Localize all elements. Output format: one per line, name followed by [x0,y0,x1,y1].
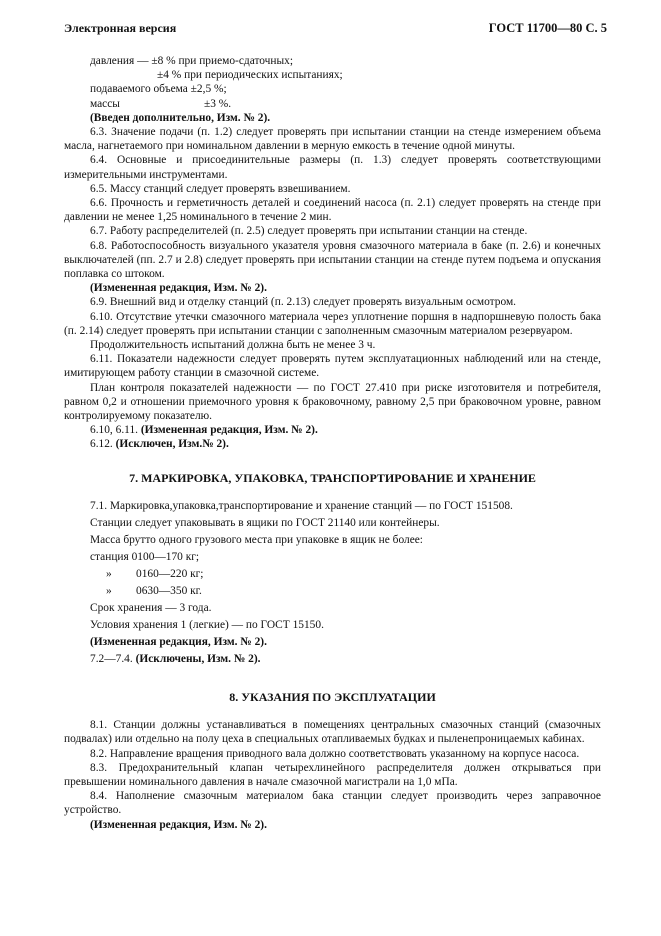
paragraph: ±4 % при периодических испытаниях; [157,69,343,82]
clause-6-4: 6.4. Основные и присоединительные размеры (п. 1.3) следует проверять соответствующими измерительными инструментами. [64,154,601,181]
edition-label: Электронная версия [64,21,177,35]
document-body [64,54,601,832]
mass-tolerance-row [64,97,601,111]
list-value: 0160—220 кг; [136,567,204,580]
amendment-note [64,437,601,451]
paragraph: подаваемого объема ±2,5 %; [90,83,227,96]
section-7-heading: 7. МАРКИРОВКА, УПАКОВКА, ТРАНСПОРТИРОВАНИЕ И ХРАНЕНИЕ [129,470,536,485]
amendment-note: (Введен дополнительно, Изм. № 2). [90,111,271,124]
clause-6-5: 6.5. Массу станций следует проверять взвешиванием. [90,182,351,195]
amendment-note: (Измененная редакция, Изм. № 2). [90,635,267,648]
clause-6-8: 6.8. Работоспособность визуального указателя уровня смазочного материала в баке (п. 2.6) и конечных выключателей (пп. 2.7 и 2.8) следует проверять при испытании станции на стенде путем подъема и опускания поплавка со штоком. [64,239,601,281]
amendment-text: (Исключены, Изм. № 2). [135,652,261,665]
paragraph: Условия хранения 1 (легкие) — по ГОСТ 15150. [90,618,324,631]
amendment-note [64,651,601,668]
page-header [64,21,607,37]
list-item [64,566,601,583]
list-item [64,583,601,600]
ditto-mark: » [106,584,112,597]
amendment-note [64,423,601,437]
clause-6-3: 6.3. Значение подачи (п. 1.2) следует проверять при испытании станции на стенде измерением объема масла, нагнетаемого при номинальном давлении в мерную емкость в течение одной минуты. [64,126,601,153]
clause-8-2: 8.2. Направление вращения приводного вала должно соответствовать указанному на корпусе насоса. [90,747,580,760]
clause-numbers: 6.10, 6.11. [90,424,138,437]
paragraph: Продолжительность испытаний должна быть не менее 3 ч. [90,339,376,352]
clause-8-3: 8.3. Предохранительный клапан четырехлинейного распределителя должен открываться при превышении номинального давления в начале смазочной магистрали на 1,0 мПа. [64,761,601,788]
paragraph: Станции следует упаковывать в ящики по ГОСТ 21140 или контейнеры. [90,516,440,529]
clause-8-4: 8.4. Наполнение смазочным материалом бака станции следует производить через заправочное устройство. [64,790,601,817]
clause-6-6: 6.6. Прочность и герметичность деталей и соединений насоса (п. 2.1) следует проверять на стенде при давлении не менее 1,25 номинального в течение 2 мин. [64,197,601,224]
paragraph: Срок хранения — 3 года. [90,601,212,614]
mass-value: ±3 %. [204,97,232,110]
section-8-heading: 8. УКАЗАНИЯ ПО ЭКСПЛУАТАЦИИ [229,689,436,704]
paragraph: станция 0100—170 кг; [90,550,200,563]
clause-6-7: 6.7. Работу распределителей (п. 2.5) следует проверять при испытании станции на стенде. [90,225,528,238]
clause-6-11: 6.11. Показатели надежности следует проверять путем эксплуатационных наблюдений или на стенде, имитирующем работу станции в смазочной системе. [64,353,601,380]
paragraph: Масса брутто одного грузового места при упаковке в ящик не более: [90,533,423,546]
list-value: 0630—350 кг. [136,584,202,597]
clause-numbers: 6.12. [90,438,113,451]
paragraph: давления — ±8 % при приемо-сдаточных; [90,55,294,67]
clause-numbers: 7.2—7.4. [90,652,133,665]
mass-label: массы [90,97,120,110]
clause-7-1: 7.1. Маркировка,упаковка,транспортирование и хранение станций — по ГОСТ 151508. [90,499,513,512]
clause-6-10: 6.10. Отсутствие утечки смазочного материала через уплотнение поршня в надпоршневую полость бака (п. 2.14) следует проверять при испытании станции с заполненным смазочным материалом резервуаром. [64,310,601,337]
clause-8-1: 8.1. Станции должны устанавливаться в помещениях центральных смазочных станций (смазочных подвалах) или отдельно на полу цеха в специальных отапливаемых будках и пыленепроницаемых кабинах. [64,719,601,746]
clause-6-9: 6.9. Внешний вид и отделку станций (п. 2.13) следует проверять визуальным осмотром. [90,296,517,309]
section-7-body [64,498,601,668]
paragraph: План контроля показателей надежности — по ГОСТ 27.410 при риске изготовителя и потребителя, равном 0,2 и отношении приемочного уровня к браковочному, равному 2,5 при браковочном уровне, равном контролируемому показателю. [64,381,601,423]
amendment-text: (Исключен, Изм.№ 2). [115,438,229,451]
amendment-text: (Измененная редакция, Изм. № 2). [140,424,318,437]
ditto-mark: » [106,567,112,580]
amendment-note: (Измененная редакция, Изм. № 2). [90,282,267,295]
amendment-note: (Измененная редакция, Изм. № 2). [90,818,267,831]
standard-page-number: ГОСТ 11700—80 С. 5 [488,21,607,35]
